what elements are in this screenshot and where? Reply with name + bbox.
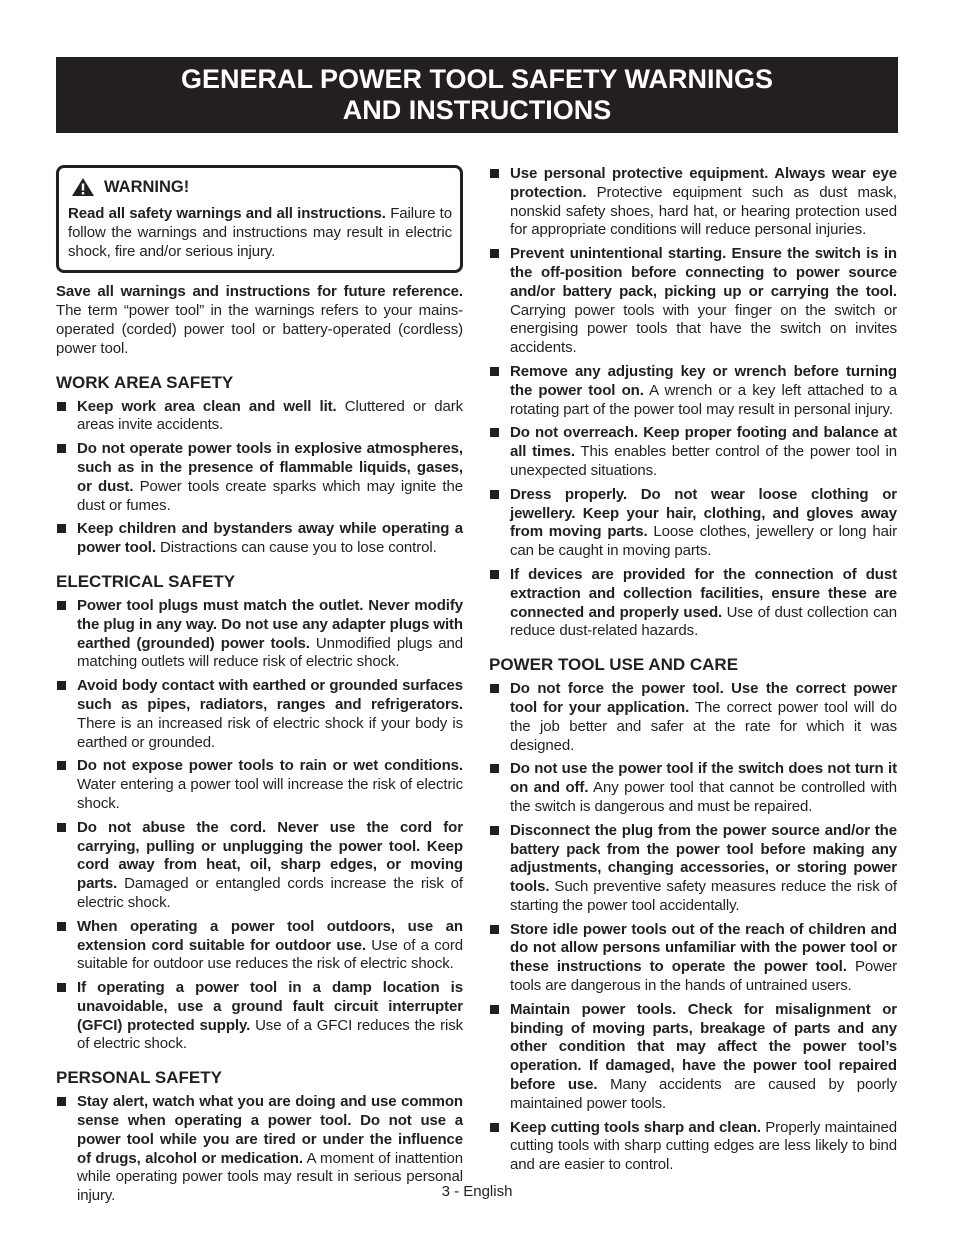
list-item: Dress properly. Do not wear loose clothing or jewellery. Keep your hair, clothing, and gloves away from moving parts. Loose clothes, jewellery or long hair can be caught in moving parts. bbox=[489, 486, 897, 561]
list-item: Do not operate power tools in explosive atmospheres, such as in the presence of flammable liquids, gases, or dust. Power tools create sparks which may ignite the dust or fumes. bbox=[56, 440, 463, 515]
square-bullet-icon bbox=[490, 570, 499, 579]
list-item: Store idle power tools out of the reach of children and do not allow persons unfamiliar with the power tool or these instructions to operate the power tool. Power tools are dangerous in the hands of untrained users. bbox=[489, 921, 897, 996]
left-sections bbox=[56, 373, 463, 1206]
square-bullet-icon bbox=[490, 490, 499, 499]
list-item: Keep work area clean and well lit. Cluttered or dark areas invite accidents. bbox=[56, 398, 463, 436]
list-item: Use personal protective equipment. Always wear eye protection. Protective equipment such as dust mask, nonskid safety shoes, hard hat, or hearing protection used for appropriate conditions will reduce personal injuries. bbox=[489, 165, 897, 240]
list-item: Stay alert, watch what you are doing and use common sense when operating a power tool. Do not use a power tool while you are tired or under the influence of drugs, alcohol or medication. A moment of inattention while operating power tools may result in serious personal injury. bbox=[56, 1093, 463, 1206]
square-bullet-icon bbox=[490, 367, 499, 376]
warning-title: WARNING! bbox=[104, 177, 190, 196]
square-bullet-icon bbox=[490, 428, 499, 437]
list-item: If operating a power tool in a damp location is unavoidable, use a ground fault circuit interrupter (GFCI) protected supply. Use of a GFCI reduces the risk of electric shock. bbox=[56, 979, 463, 1054]
personal-safety-continued bbox=[489, 165, 897, 641]
list-item: If devices are provided for the connection of dust extraction and collection facilities, ensure these are connected and properly used. Use of dust collection can reduce dust-related hazards. bbox=[489, 566, 897, 641]
list-item: When operating a power tool outdoors, use an extension cord suitable for outdoor use. Use of a cord suitable for outdoor use reduces the risk of electric shock. bbox=[56, 918, 463, 974]
page-footer: 3 - English bbox=[441, 1183, 513, 1200]
square-bullet-icon bbox=[490, 1123, 499, 1132]
right-column bbox=[489, 165, 897, 1180]
square-bullet-icon bbox=[490, 684, 499, 693]
square-bullet-icon bbox=[57, 444, 66, 453]
section-heading: POWER TOOL USE AND CARE bbox=[489, 655, 739, 675]
list-item: Do not force the power tool. Use the correct power tool for your application. The correct power tool will do the job better and safer at the rate for which it was designed. bbox=[489, 680, 897, 755]
square-bullet-icon bbox=[490, 169, 499, 178]
section-heading: PERSONAL SAFETY bbox=[56, 1068, 222, 1088]
intro-paragraph: Save all warnings and instructions for future reference. The term “power tool” in the warnings refers to your mains-operated (corded) power tool or battery-operated (cordless) power tool. bbox=[56, 283, 463, 357]
list-item: Avoid body contact with earthed or grounded surfaces such as pipes, radiators, ranges and refrigerators. There is an increased risk of electric shock if your body is earthed or grounded. bbox=[56, 677, 463, 752]
square-bullet-icon bbox=[57, 1097, 66, 1106]
square-bullet-icon bbox=[490, 1005, 499, 1014]
list-item: Prevent unintentional starting. Ensure the switch is in the off-position before connecting to power source and/or battery pack, picking up or carrying the tool. Carrying power tools with your finger on the switch or energising power tools that have the switch on invites accidents. bbox=[489, 245, 897, 358]
square-bullet-icon bbox=[57, 983, 66, 992]
section-heading: ELECTRICAL SAFETY bbox=[56, 571, 236, 591]
square-bullet-icon bbox=[57, 823, 66, 832]
square-bullet-icon bbox=[57, 681, 66, 690]
list-item: Disconnect the plug from the power source and/or the battery pack from the power tool before making any adjustments, changing accessories, or storing power tools. Such preventive safety measures reduce the risk of starting the power tool accidentally. bbox=[489, 822, 897, 916]
list-item: Keep cutting tools sharp and clean. Properly maintained cutting tools with sharp cutting edges are less likely to bind and are easier to control. bbox=[489, 1119, 897, 1175]
right-sections bbox=[489, 655, 897, 1175]
warning-header bbox=[71, 177, 452, 197]
title-line-2: AND INSTRUCTIONS bbox=[342, 95, 612, 125]
square-bullet-icon bbox=[490, 826, 499, 835]
square-bullet-icon bbox=[490, 249, 499, 258]
square-bullet-icon bbox=[57, 402, 66, 411]
square-bullet-icon bbox=[57, 524, 66, 533]
square-bullet-icon bbox=[490, 925, 499, 934]
section-heading: WORK AREA SAFETY bbox=[56, 372, 234, 392]
list-item: Do not use the power tool if the switch does not turn it on and off. Any power tool that cannot be controlled with the switch is dangerous and must be repaired. bbox=[489, 760, 897, 816]
left-column bbox=[56, 165, 463, 1211]
square-bullet-icon bbox=[57, 761, 66, 770]
list-item: Maintain power tools. Check for misalignment or binding of moving parts, breakage of parts and any other condition that may affect the power tool’s operation. If damaged, have the power tool repaired before use. Many accidents are caused by poorly maintained power tools. bbox=[489, 1001, 897, 1114]
title-line-1: GENERAL POWER TOOL SAFETY WARNINGS bbox=[180, 64, 774, 94]
page-title-banner bbox=[56, 57, 898, 133]
warning-box bbox=[56, 165, 463, 273]
list-item: Power tool plugs must match the outlet. Never modify the plug in any way. Do not use any adapter plugs with earthed (grounded) power tools. Unmodified plugs and matching outlets will reduce risk of electric shock. bbox=[56, 597, 463, 672]
list-item: Keep children and bystanders away while operating a power tool. Distractions can cause you to lose control. bbox=[56, 520, 463, 558]
square-bullet-icon bbox=[490, 764, 499, 773]
list-item: Do not abuse the cord. Never use the cord for carrying, pulling or unplugging the power tool. Keep cord away from heat, oil, sharp edges, or moving parts. Damaged or entangled cords increase the risk of electric shock. bbox=[56, 819, 463, 913]
square-bullet-icon bbox=[57, 601, 66, 610]
list-item: Do not overreach. Keep proper footing and balance at all times. This enables better control of the power tool in unexpected situations. bbox=[489, 424, 897, 480]
warning-triangle-icon bbox=[71, 177, 95, 197]
list-item: Remove any adjusting key or wrench before turning the power tool on. A wrench or a key left attached to a rotating part of the power tool may result in personal injury. bbox=[489, 363, 897, 419]
warning-text: Read all safety warnings and all instructions. Failure to follow the warnings and instructions may result in electric shock, fire and/or serious injury. bbox=[68, 205, 452, 260]
list-item: Do not expose power tools to rain or wet conditions. Water entering a power tool will increase the risk of electric shock. bbox=[56, 757, 463, 813]
square-bullet-icon bbox=[57, 922, 66, 931]
